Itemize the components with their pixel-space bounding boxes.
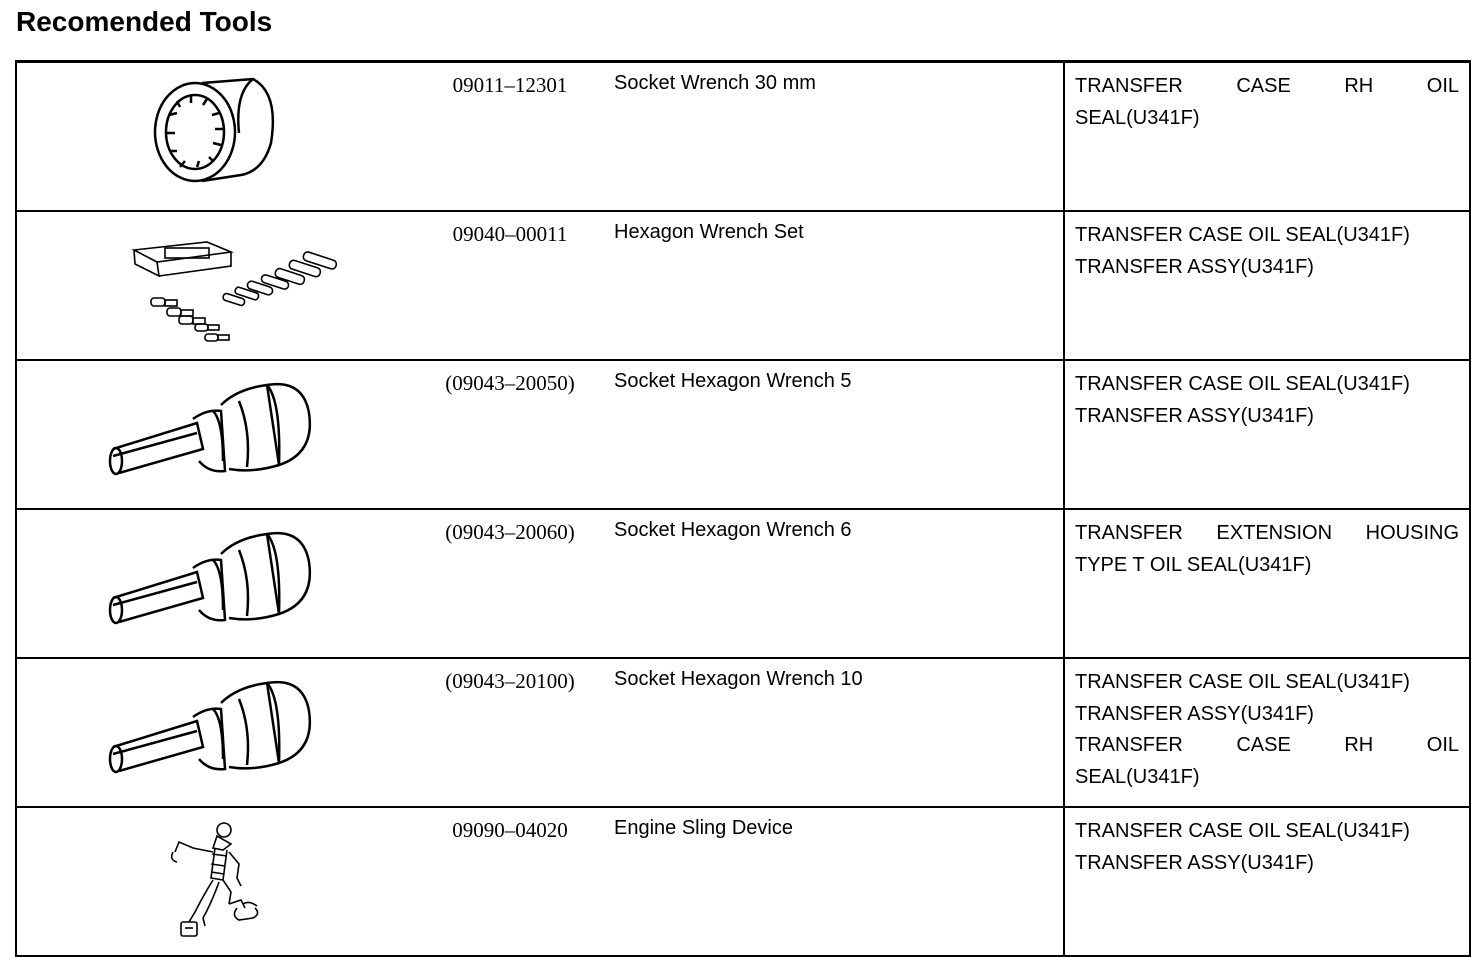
usage-cell <box>1064 360 1470 509</box>
part-number: 09040–00011 <box>452 222 568 246</box>
tool-cell <box>16 211 1064 360</box>
tool-name: Socket Wrench 30 mm <box>614 72 816 94</box>
table-row <box>16 807 1470 956</box>
usage-line: TRANSFER ASSY(U341F) <box>1075 255 1314 278</box>
table-row <box>16 211 1470 360</box>
usage-line: TRANSFER CASE RH OIL <box>1075 75 1459 97</box>
usage-line: TRANSFER CASE OIL SEAL(U341F) <box>1075 671 1410 693</box>
tool-name: Socket Hexagon Wrench 6 <box>614 519 852 541</box>
part-number: 09011–12301 <box>452 73 568 97</box>
socket-hexagon-wrench-icon <box>17 510 437 649</box>
usage-line: TRANSFER EXTENSION HOUSING <box>1075 522 1459 544</box>
tool-cell <box>16 807 1064 956</box>
usage-line: SEAL(U341F) <box>1075 106 1200 129</box>
table-row <box>16 360 1470 509</box>
socket-wrench-30mm-icon <box>17 63 437 202</box>
usage-line: TRANSFER ASSY(U341F) <box>1075 851 1314 874</box>
hexagon-wrench-set-icon <box>17 212 437 351</box>
tool-cell <box>16 360 1064 509</box>
table-row <box>16 658 1470 807</box>
usage-line: TRANSFER CASE OIL SEAL(U341F) <box>1075 820 1410 842</box>
tool-cell <box>16 62 1064 212</box>
socket-hexagon-wrench-icon <box>17 361 437 500</box>
usage-cell <box>1064 509 1470 658</box>
usage-line: TRANSFER CASE OIL SEAL(U341F) <box>1075 224 1410 246</box>
usage-line: SEAL(U341F) <box>1075 765 1200 788</box>
usage-line: TRANSFER CASE RH OIL <box>1075 734 1459 756</box>
tool-name: Hexagon Wrench Set <box>614 221 804 243</box>
tool-name: Socket Hexagon Wrench 10 <box>614 668 863 690</box>
usage-cell <box>1064 62 1470 212</box>
part-number: (09043–20050) <box>445 371 575 395</box>
part-number: (09043–20060) <box>445 520 575 544</box>
engine-sling-device-icon <box>17 808 437 947</box>
tool-cell <box>16 509 1064 658</box>
tool-name: Engine Sling Device <box>614 817 793 839</box>
tool-name: Socket Hexagon Wrench 5 <box>614 370 852 392</box>
usage-line: TRANSFER ASSY(U341F) <box>1075 702 1314 725</box>
usage-cell <box>1064 211 1470 360</box>
usage-cell <box>1064 658 1470 807</box>
table-row <box>16 509 1470 658</box>
part-number: 09090–04020 <box>452 818 568 842</box>
usage-line: TRANSFER ASSY(U341F) <box>1075 404 1314 427</box>
recommended-tools-table <box>15 60 1471 957</box>
page-title: Recomended Tools <box>16 6 273 37</box>
socket-hexagon-wrench-icon <box>17 659 437 798</box>
tool-cell <box>16 658 1064 807</box>
table-row <box>16 62 1470 212</box>
usage-line: TRANSFER CASE OIL SEAL(U341F) <box>1075 373 1410 395</box>
usage-cell <box>1064 807 1470 956</box>
part-number: (09043–20100) <box>445 669 575 693</box>
usage-line: TYPE T OIL SEAL(U341F) <box>1075 553 1312 576</box>
